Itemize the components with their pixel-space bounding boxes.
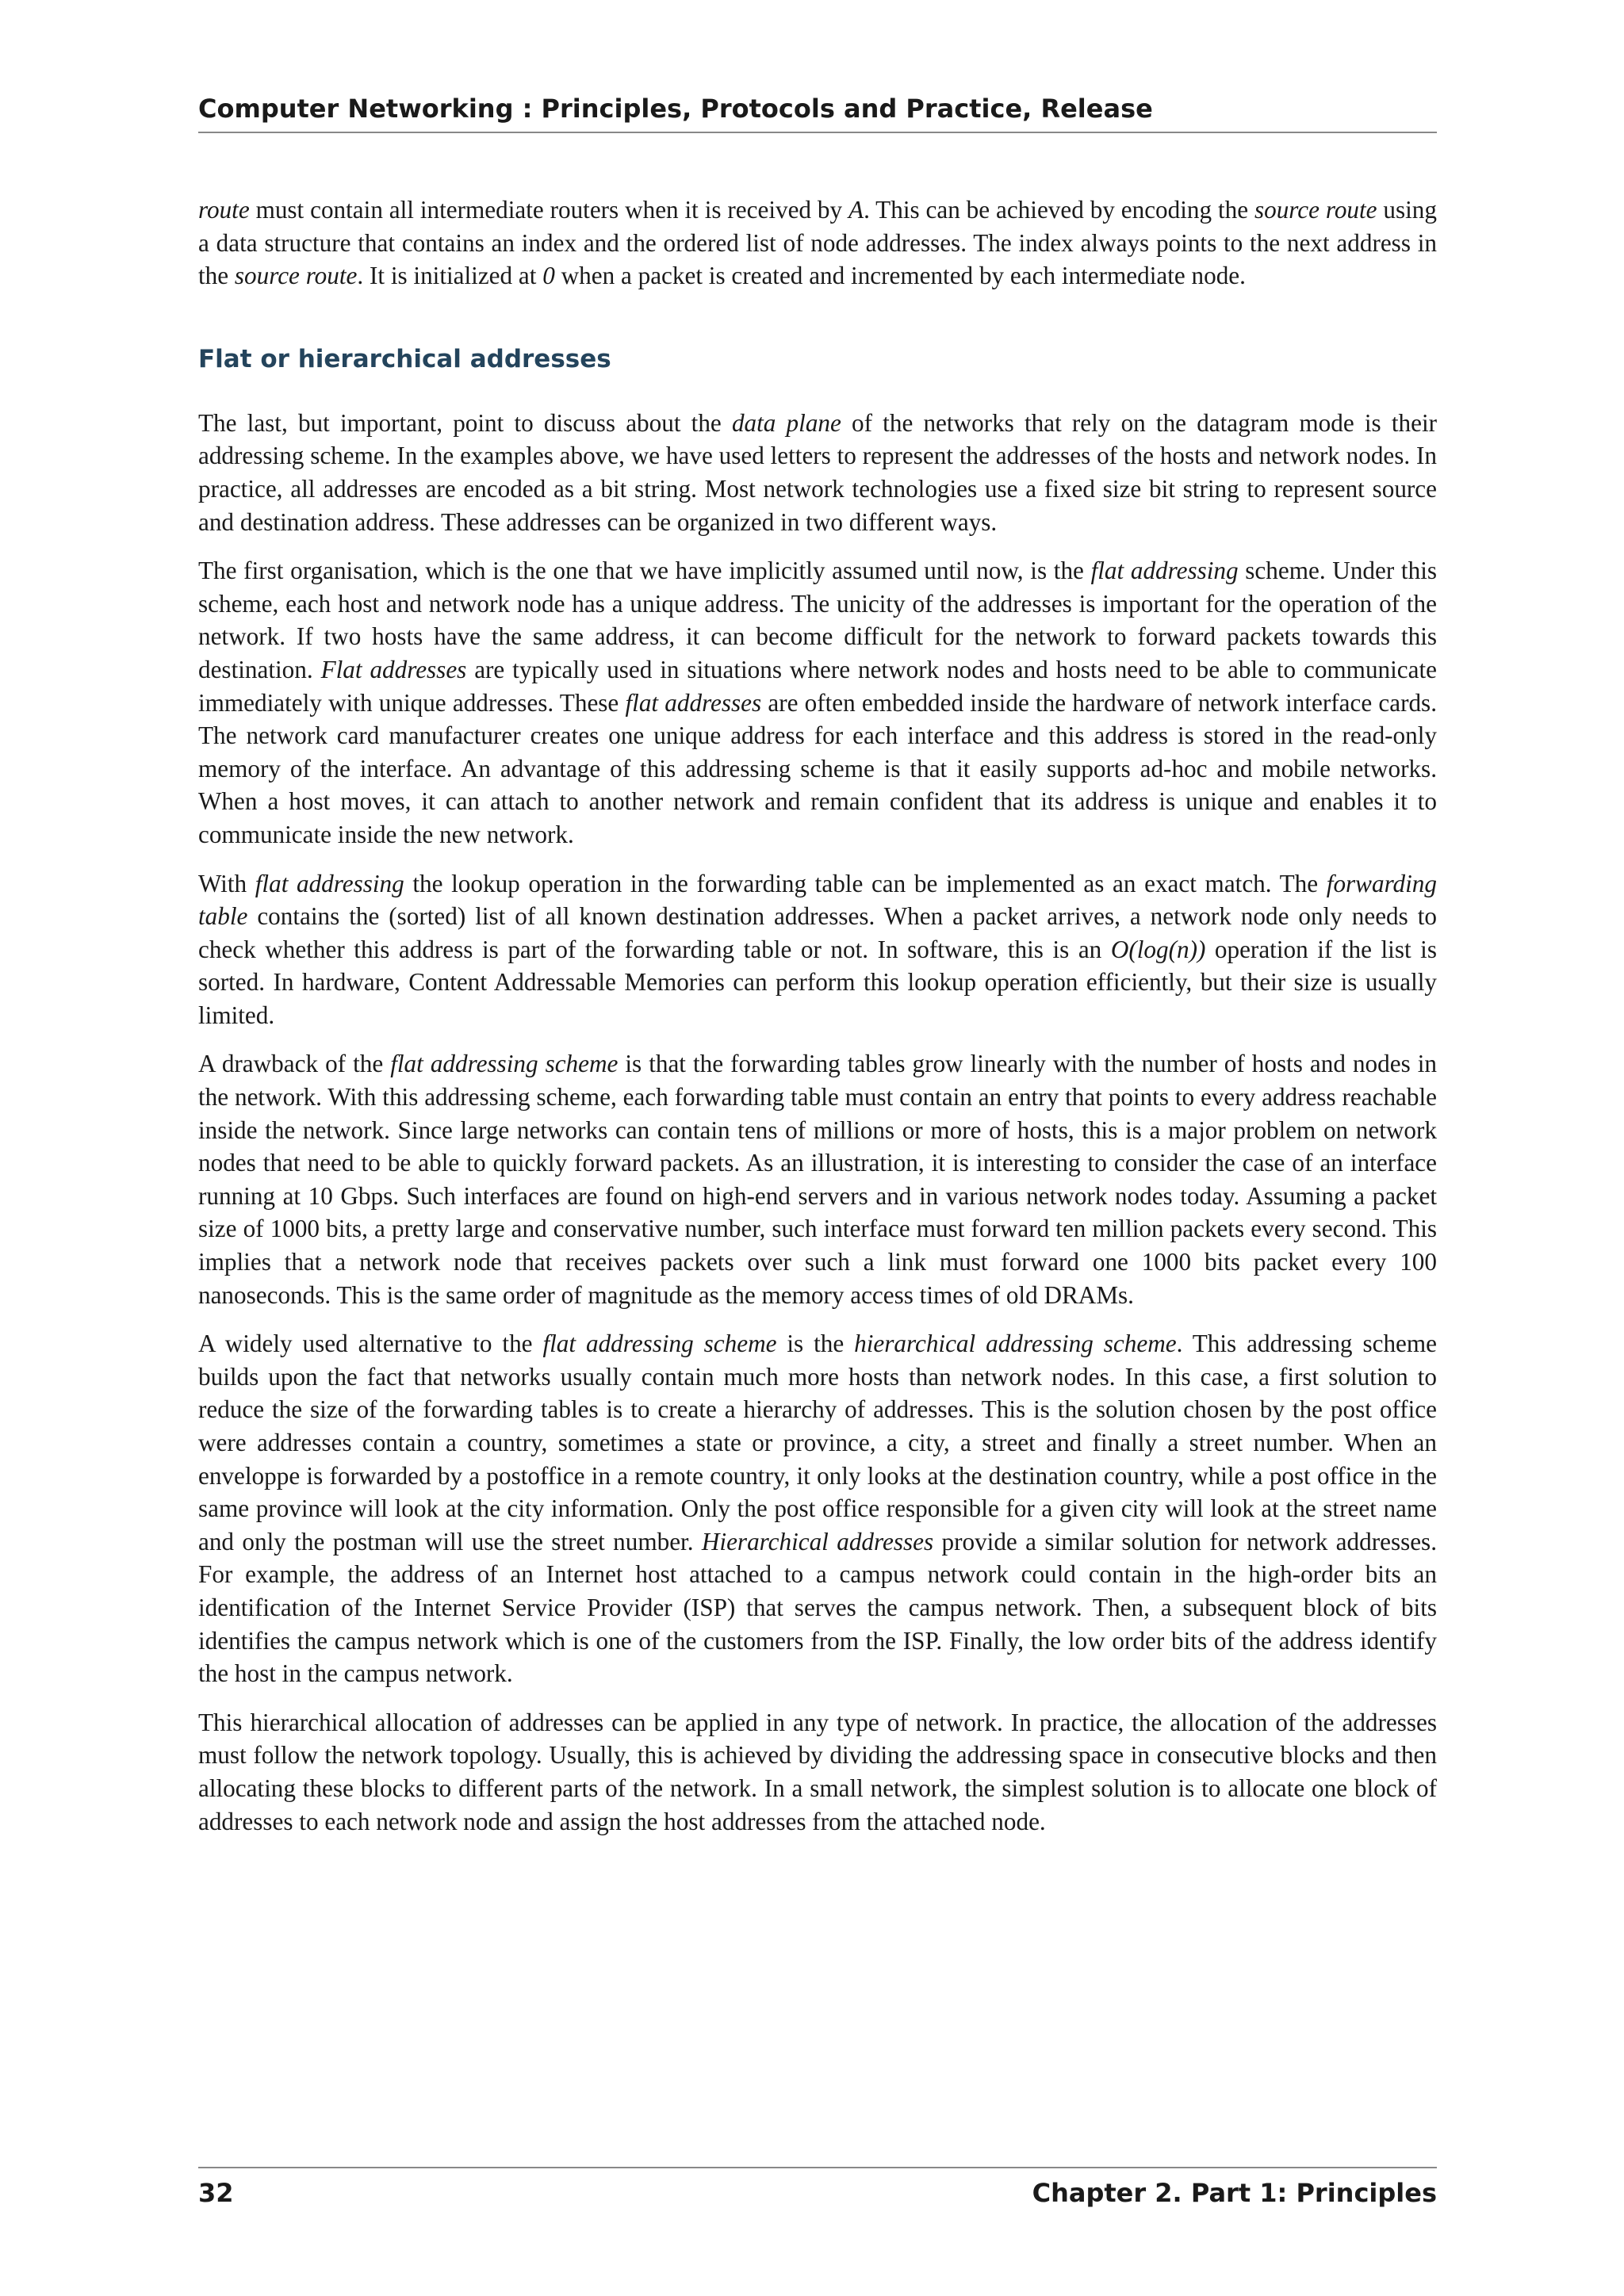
paragraph-lookup-operation: With flat addressing the lookup operation in the forwarding table can be implemented as an exact match. The forwarding table contains the (sorted) list of all known destination addresses. When a packet arrives, a network node only needs to check whether this address is part of the forwarding table or not. In software, this is an O(log(n)) operation if the list is sorted. In hardware, Content Addressable Memories can perform this lookup operation efficiently, but their size is usually limited.: [198, 869, 1437, 1029]
paragraph-hierarchical-addressing: A widely used alternative to the flat addressing scheme is the hierarchical addressing scheme. This addressing scheme builds upon the fact that networks usually contain much more hosts than network nodes. In this case, a first solution to reduce the size of the forwarding tables is to create a hierarchy of addresses. This is the solution chosen by the post office were addresses contain a country, sometimes a state or province, a city, a street and finally a street number. When an enveloppe is forwarded by a postoffice in a remote country, it only looks at the destination country, while a post office in the same province will look at the city information. Only the post office responsible for a given city will look at the street name and only the postman will use the street number. Hierarchical addresses provide a similar solution for network addresses. For example, the address of an Internet host attached to a campus network could contain in the high-order bits an identification of the Internet Service Provider (ISP) that serves the campus network. Then, a subsequent block of bits identifies the campus network which is one of the customers from the ISP. Finally, the low order bits of the address identify the host in the campus network.: [198, 1330, 1437, 1688]
section-heading: Flat or hierarchical addresses: [198, 344, 611, 373]
page-number: 32: [198, 2178, 234, 2208]
paragraph-hierarchical-allocation: This hierarchical allocation of addresses can be applied in any type of network. In practice, the allocation of the addresses must follow the network topology. Usually, this is achieved by dividing the addressing space in consecutive blocks and then allocating these blocks to different parts of the network. In a small network, the simplest solution is to allocate one block of addresses to each network node and assign the host addresses from the attached node.: [198, 1708, 1437, 1835]
page-body: [198, 193, 1437, 1854]
running-footer: [198, 2167, 1437, 2211]
paragraph-drawback: A drawback of the flat addressing scheme is that the forwarding tables grow linearly with the number of hosts and nodes in the network. With this addressing scheme, each forwarding table must contain an entry that points to every address reachable inside the network. Since large networks can contain tens of millions or more of hosts, this is a major problem on network nodes that need to be able to quickly forward packets. As an illustration, it is interesting to consider the case of an interface running at 10 Gbps. Such interfaces are found on high-end servers and in various network nodes today. Assuming a packet size of 1000 bits, a pretty large and conservative number, such interface must forward ten million packets every second. This implies that a network node that receives packets over such a link must forward one 1000 bits packet every 100 nanoseconds. This is the same order of magnitude as the memory access times of old DRAMs.: [198, 1050, 1438, 1309]
paragraph-source-route: route must contain all intermediate routers when it is received by A. This can be achieved by encoding the source route using a data structure that contains an index and the ordered list of node addresses. The index always points to the next address in the source route. It is initialized at 0 when a packet is created and incremented by each intermediate node.: [198, 196, 1437, 290]
chapter-title: Chapter 2. Part 1: Principles: [1032, 2178, 1437, 2208]
running-header: Computer Networking : Principles, Protocols and Practice, Release: [198, 89, 1437, 133]
paragraph-flat-addressing: The first organisation, which is the one that we have implicitly assumed until now, is the flat addressing scheme. Under this scheme, each host and network node has a unique address. The unicity of the addresses is important for the operation of the network. If two hosts have the same address, it can become difficult for the network to forward packets towards this destination. Flat addresses are typically used in situations where network nodes and hosts need to be able to communicate immediately with unique addresses. These flat addresses are often embedded inside the hardware of network interface cards. The network card manufacturer creates one unique address for each interface and this address is stored in the read-only memory of the interface. An advantage of this addressing scheme is that it easily supports ad-hoc and mobile networks. When a host moves, it can attach to another network and remain confident that its address is unique and enables it to communicate inside the new network.: [198, 557, 1437, 848]
paragraph-addressing-scheme: The last, but important, point to discuss about the data plane of the networks that rely on the datagram mode is their addressing scheme. In the examples above, we have used letters to represent the addresses of the hosts and network nodes. In practice, all addresses are encoded as a bit string. Most network technologies use a fixed size bit string to represent source and destination address. These addresses can be organized in two different ways.: [198, 408, 1437, 536]
